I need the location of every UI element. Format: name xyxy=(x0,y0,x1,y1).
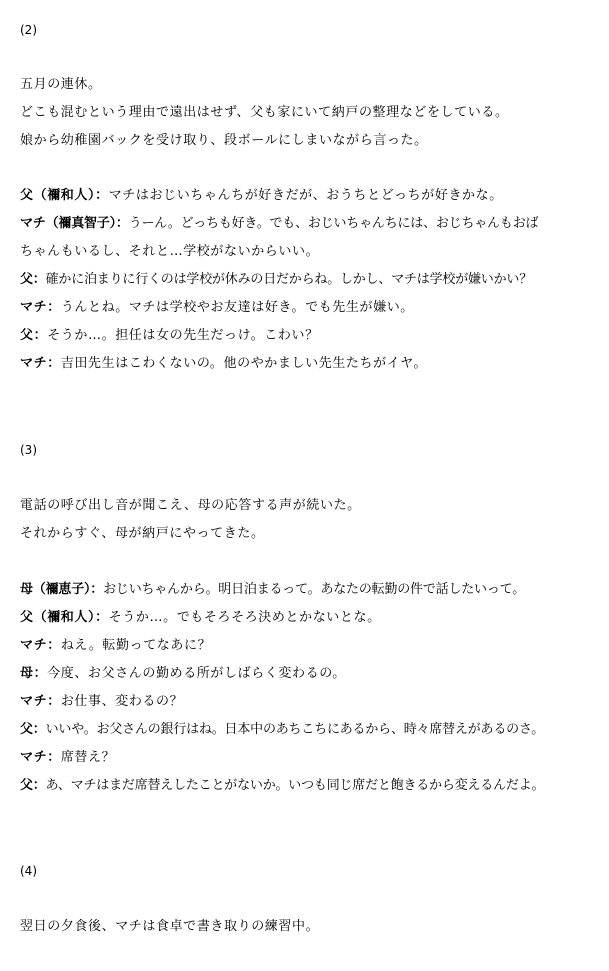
dialogue-line xyxy=(20,356,427,372)
dialogue-text: 確かに泊まりに行くのは学校が休みの日だからね。しかし、マチは学校が嫌いかい？ xyxy=(45,272,533,287)
dialogue-line xyxy=(20,272,532,288)
section-marker-4: (4) xyxy=(20,864,37,878)
dialogue-text: うーん。どっちも好き。でも、おじいちゃんちには、おじちゃんもおば xyxy=(128,216,539,231)
dialogue-text: お仕事、変わるの？ xyxy=(60,694,184,709)
narration-line: どこも混むという理由で遠出はせず、父も家にいて納戸の整理などをしている。 xyxy=(20,105,509,120)
dialogue-text: ねえ。転勤ってなあに？ xyxy=(60,638,212,653)
speaker-label: 父： xyxy=(20,778,46,793)
dialogue-line xyxy=(20,188,503,204)
dialogue-text: 席替え？ xyxy=(60,750,116,765)
dialogue-text: そうか…。担任は女の先生だっけ。こわい？ xyxy=(47,328,319,343)
speaker-label: 母（禰恵子）： xyxy=(20,582,104,597)
speaker-label: 父（禰和人）： xyxy=(20,188,109,203)
dialogue-line xyxy=(20,638,211,654)
speaker-label: 母： xyxy=(20,666,48,681)
dialogue-text: ちゃんもいるし、それと…学校がないからいい。 xyxy=(20,244,320,259)
speaker-label: マチ： xyxy=(20,750,61,765)
dialogue-line xyxy=(20,778,544,794)
speaker-label: マチ： xyxy=(20,300,61,315)
dialogue-text: マチはおじいちゃんちが好きだが、おうちとどっちが好きかな。 xyxy=(108,188,503,203)
dialogue-text: いいや。お父さんの銀行はね。日本中のあちこちにあるから、時々席替えがあるのさ。 xyxy=(45,722,545,737)
narration-line: それからすぐ、母が納戸にやってきた。 xyxy=(20,526,265,541)
narration-line: 娘から幼稚園バックを受け取り、段ボールにしまいながら言った。 xyxy=(20,133,428,148)
dialogue-line xyxy=(20,216,538,232)
dialogue-line xyxy=(20,582,525,598)
dialogue-line xyxy=(20,610,381,626)
narration-line: 翌日の夕食後、マチは食卓で書き取りの練習中。 xyxy=(20,919,320,934)
dialogue-line xyxy=(20,722,544,738)
section-marker-2: (2) xyxy=(20,23,37,37)
dialogue-line xyxy=(20,328,319,344)
dialogue-line xyxy=(20,750,115,766)
dialogue-line xyxy=(20,300,414,316)
dialogue-line xyxy=(20,694,183,710)
speaker-label: マチ（禰真智子）： xyxy=(20,216,129,231)
dialogue-line xyxy=(20,244,319,260)
speaker-label: マチ： xyxy=(20,694,61,709)
dialogue-text: あ、マチはまだ席替えしたことがないか。いつも同じ席だと飽きるから変えるんだよ。 xyxy=(45,778,545,793)
speaker-label: マチ： xyxy=(20,638,61,653)
speaker-label: 父： xyxy=(20,722,46,737)
speaker-label: 父： xyxy=(20,272,46,287)
narration-line: 五月の連休。 xyxy=(20,77,102,92)
speaker-label: 父（禰和人）： xyxy=(20,610,109,625)
dialogue-text: 今度、お父さんの勤める所がしばらく変わるの。 xyxy=(47,666,346,681)
dialogue-text: 吉田先生はこわくないの。他のやかましい先生たちがイヤ。 xyxy=(60,356,427,371)
speaker-label: 父： xyxy=(20,328,48,343)
section-marker-3: (3) xyxy=(20,443,37,457)
speaker-label: マチ： xyxy=(20,356,61,371)
dialogue-text: おじいちゃんから。明日泊まるって。あなたの転勤の件で話したいって。 xyxy=(103,582,525,597)
dialogue-text: そうか…。でもそろそろ決めとかないとな。 xyxy=(108,610,381,625)
dialogue-text: うんとね。マチは学校やお友達は好き。でも先生が嫌い。 xyxy=(60,300,414,315)
dialogue-line xyxy=(20,666,346,682)
narration-line: 電話の呼び出し音が聞こえ、母の応答する声が続いた。 xyxy=(20,498,361,513)
